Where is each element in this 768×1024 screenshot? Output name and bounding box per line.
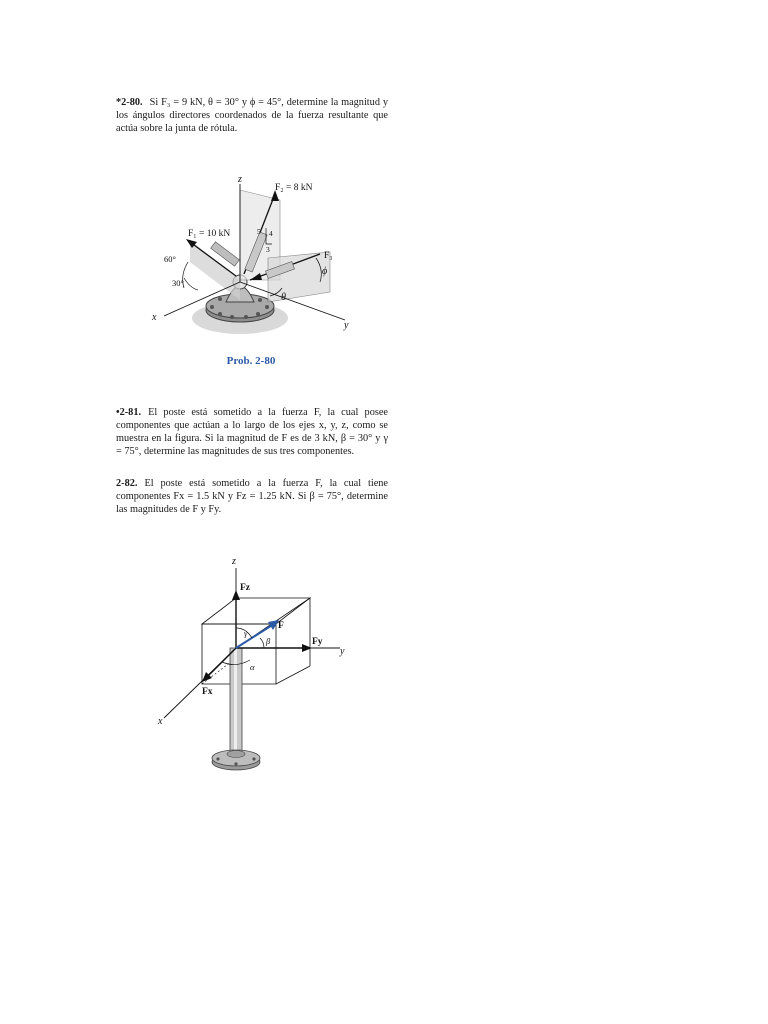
figure-caption: Prob. 2-80 [226,355,276,367]
problem-number: *2-80. [116,97,143,108]
problem-2-80 [116,96,388,135]
f2-label: F₂ = 8 kN [275,183,313,193]
figure-2-81 [150,548,370,778]
problem-number: •2-81. [116,407,142,418]
problem-2-82 [116,477,388,516]
gamma-label: γ [244,628,248,638]
axis-z-label: z [232,556,236,567]
axis-y-label: y [344,320,349,331]
f1-label: F₁ = 10 kN [188,229,231,239]
ratio-4-label: 4 [269,229,273,238]
axis-x-label: x [152,312,157,323]
angle-60-label: 60° [164,254,176,264]
axis-y-label: y [340,646,345,657]
arc-30 [184,278,198,290]
post-socket [227,751,245,758]
problem-statement: El poste está sometido a la fuerza F, la cual tiene componentes Fx = 1.5 kN y Fz = 1.25 kN. Si β = 75°, determine las magnitudes de F y Fy. [116,478,388,515]
problem-number: 2-82. [116,478,138,489]
fy-head [302,644,312,652]
f-label: F [278,621,284,631]
theta-label: θ [281,292,286,303]
fz-head [232,590,240,600]
figure-2-80 [140,170,380,350]
beta-label: β [266,636,271,646]
problem-statement: El poste está sometido a la fuerza F, la cual posee componentes que actúan a lo largo de los ejes x, y, z, como se muestra en la figura. Si la magnitud de F es de 3 kN, β = 30° y γ = 75°, determine las magnitudes de sus tres componentes. [116,407,388,457]
box-edge [276,666,310,684]
axis-z-label: z [238,174,242,185]
axis-x-label: x [158,716,163,727]
problem-2-81 [116,406,388,458]
angle-30-label: 30° [172,278,184,288]
box-top-face [202,598,310,624]
post-highlight [234,648,237,753]
problem-statement: Si F₃ = 9 kN, θ = 30° y ϕ = 45°, determine la magnitud y los ángulos directores coordenados de la fuerza resultante que actúa sobre la junta de rótula. [116,97,388,134]
plane-f3 [268,252,330,302]
f3-label: F₃ [324,251,333,261]
ratio-3-label: 3 [266,245,270,254]
phi-label: ϕ [322,266,328,277]
alpha-label: α [250,662,255,672]
fz-label: Fz [240,583,251,593]
ratio-5-label: 5 [257,227,261,236]
fx-label: Fx [202,687,213,697]
arc-beta [260,638,264,648]
fy-label: Fy [312,637,323,647]
